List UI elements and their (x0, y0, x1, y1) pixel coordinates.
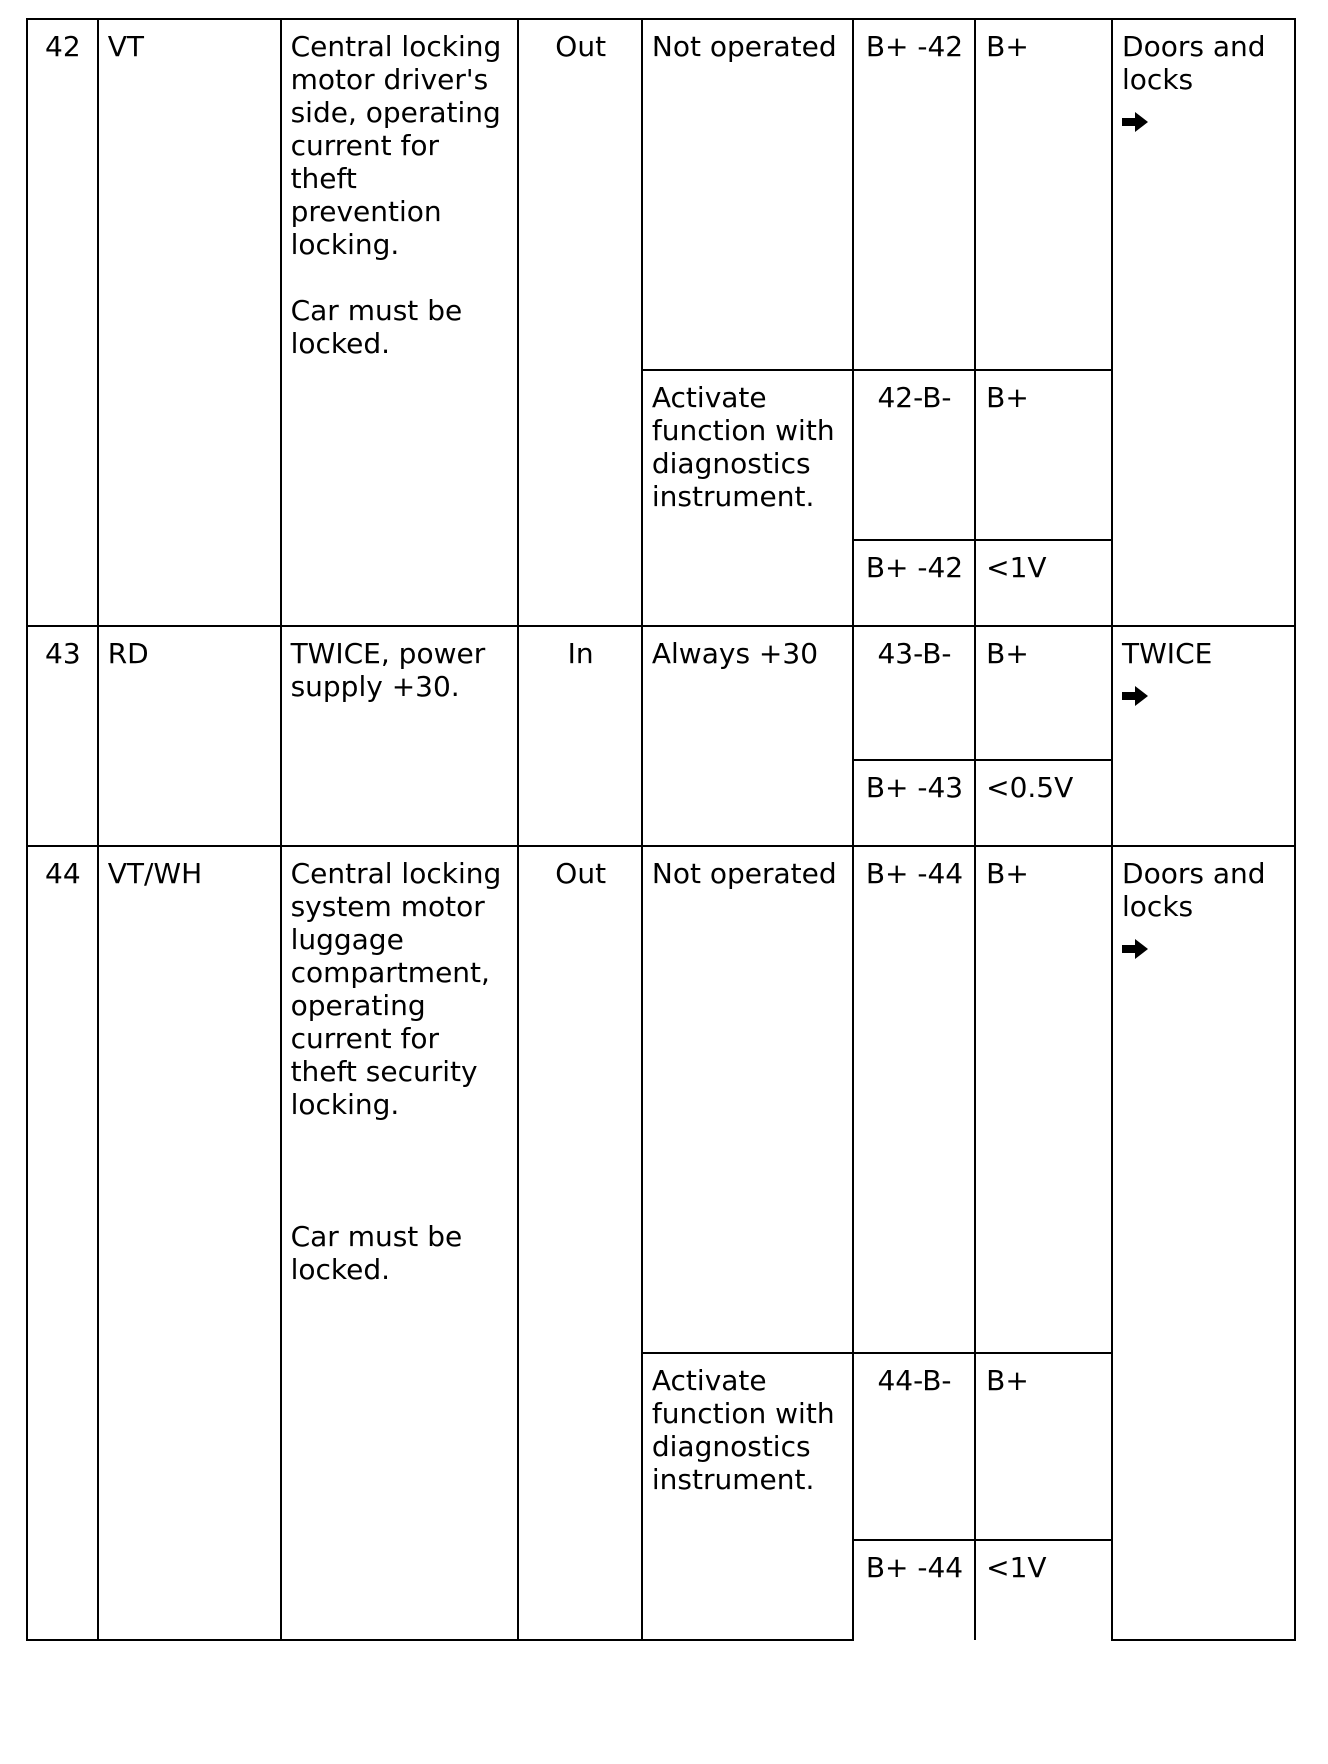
measure-value: <1V (975, 1540, 1112, 1640)
wire-color: VT/WH (98, 846, 281, 1640)
wire-color: VT (98, 19, 281, 626)
measure-value: <0.5V (975, 760, 1112, 846)
table-row (27, 19, 1295, 370)
pin-table (26, 18, 1296, 1641)
table-row (27, 846, 1295, 1353)
measure-points: B+ -42 (853, 540, 975, 626)
measure-value: B+ (975, 1353, 1112, 1540)
measure-value: B+ (975, 370, 1112, 540)
description-text: Central locking motor driver's side, operating current for theft prevention locking. (290, 30, 502, 261)
measure-value: B+ (975, 846, 1112, 1353)
measure-points: B+ -42 (853, 19, 975, 370)
right-arrow-icon[interactable] (1122, 939, 1152, 963)
description-note: Car must be locked. (290, 294, 463, 360)
reference-cell (1112, 626, 1295, 846)
condition-cell: Activate function with diagnostics instrument. (642, 370, 853, 626)
measure-points: 42-B- (853, 370, 975, 540)
signal-direction: Out (518, 19, 641, 626)
measure-points: B+ -43 (853, 760, 975, 846)
pin-number: 43 (27, 626, 98, 846)
table-row (27, 626, 1295, 760)
reference-link-text[interactable]: Doors and locks (1122, 30, 1266, 96)
measure-value: B+ (975, 19, 1112, 370)
pin-description (281, 846, 519, 1640)
condition-cell: Activate function with diagnostics instrument. (642, 1353, 853, 1640)
condition-cell: Always +30 (642, 626, 853, 846)
measure-points: B+ -44 (853, 846, 975, 1353)
signal-direction: Out (518, 846, 641, 1640)
wire-color: RD (98, 626, 281, 846)
right-arrow-icon[interactable] (1122, 686, 1152, 710)
measure-value: B+ (975, 626, 1112, 760)
right-arrow-icon[interactable] (1122, 112, 1152, 136)
condition-cell: Not operated (642, 19, 853, 370)
reference-link-text[interactable]: Doors and locks (1122, 857, 1266, 923)
pin-description: TWICE, power supply +30. (281, 626, 519, 846)
reference-link-text[interactable]: TWICE (1122, 637, 1213, 670)
reference-cell (1112, 846, 1295, 1640)
pin-number: 44 (27, 846, 98, 1640)
signal-direction: In (518, 626, 641, 846)
measure-points: B+ -44 (853, 1540, 975, 1640)
pin-description (281, 19, 519, 626)
measure-points: 44-B- (853, 1353, 975, 1540)
description-text: Central locking system motor luggage compartment, operating current for theft security locking. (290, 857, 502, 1121)
pin-number: 42 (27, 19, 98, 626)
measure-value: <1V (975, 540, 1112, 626)
condition-cell: Not operated (642, 846, 853, 1353)
reference-cell (1112, 19, 1295, 626)
description-note: Car must be locked. (290, 1220, 463, 1286)
measure-points: 43-B- (853, 626, 975, 760)
